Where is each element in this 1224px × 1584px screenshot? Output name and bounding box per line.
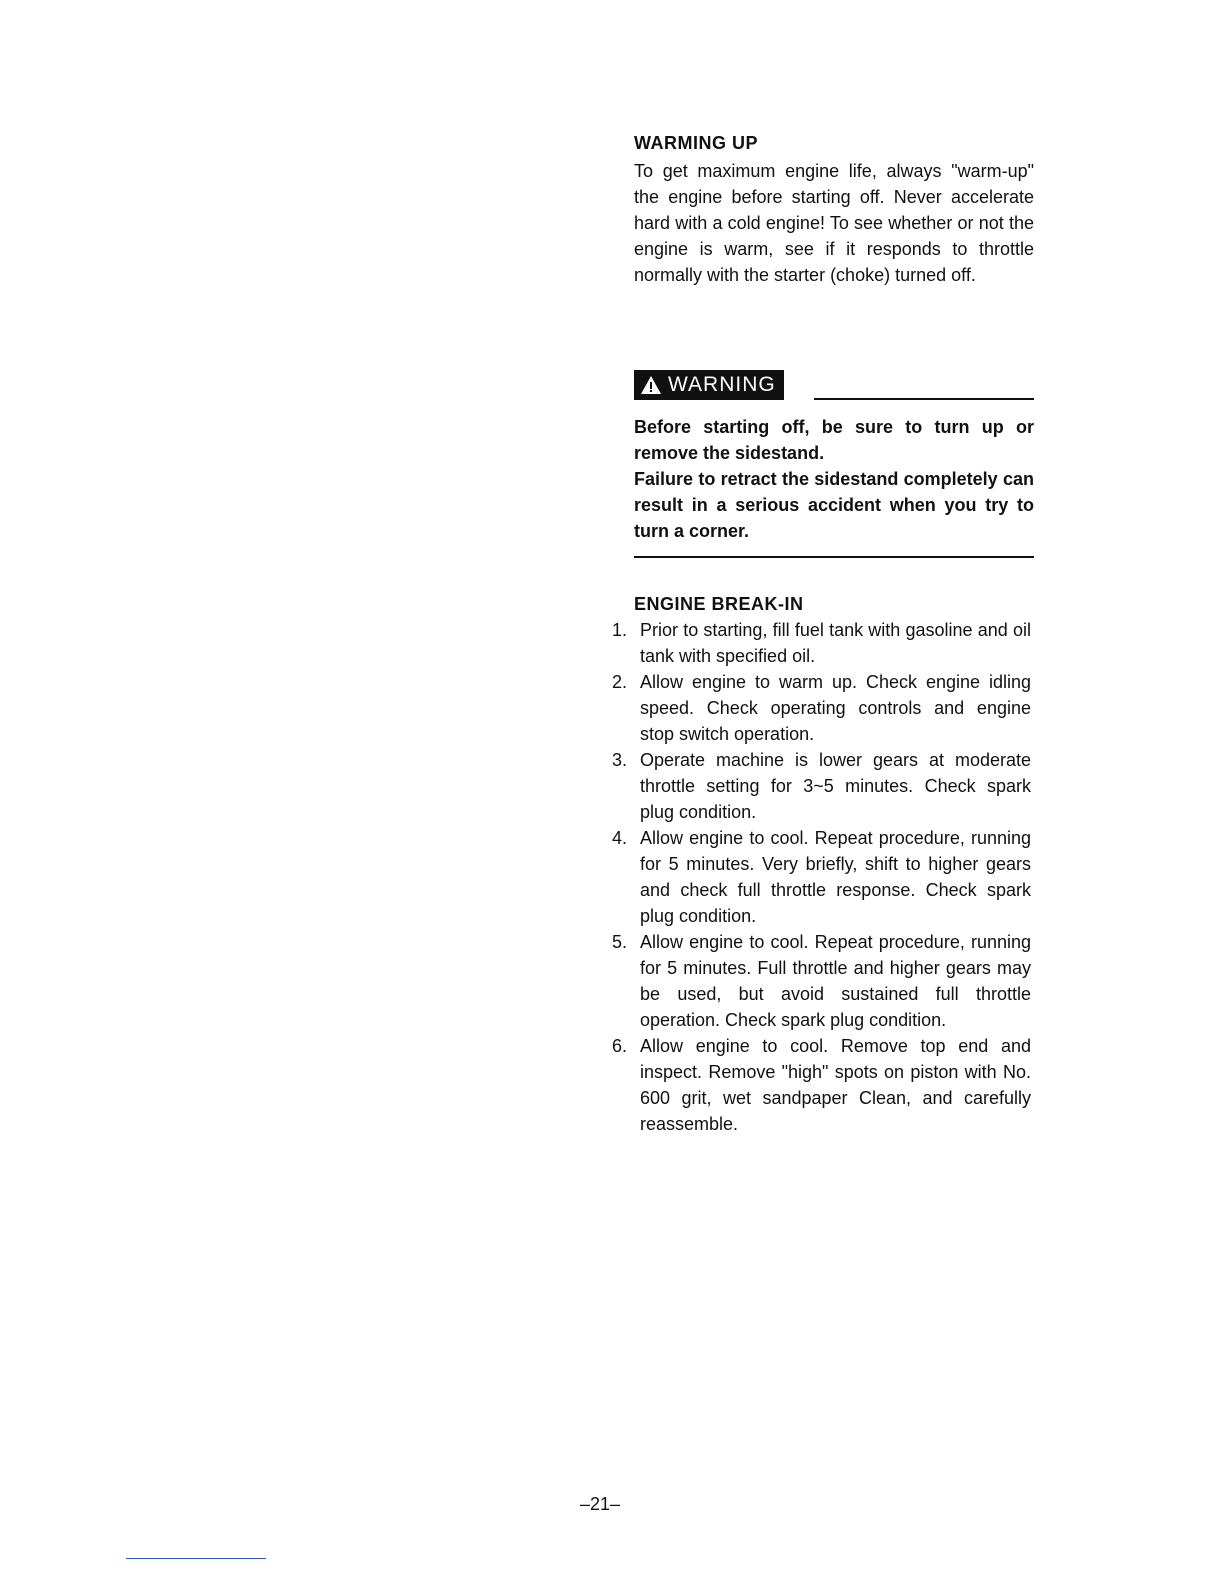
section-title: WARMING UP (634, 133, 758, 153)
step-text: Operate machine is lower gears at moderate throttle setting for 3~5 minutes. Check spark plug condition. (640, 750, 1031, 822)
warming-up-section (634, 158, 1034, 288)
list-item (600, 1033, 1031, 1137)
warning-text-2: Failure to retract the sidestand completely can result in a serious accident when you try to turn a corner. (634, 469, 1034, 541)
engine-break-in-heading (634, 594, 1034, 615)
step-number: 6. (612, 1036, 628, 1056)
list-item (600, 617, 1031, 669)
step-number: 4. (612, 828, 628, 848)
step-number: 3. (612, 750, 628, 770)
step-text: Allow engine to warm up. Check engine idling speed. Check operating controls and engine stop switch operation. (640, 672, 1031, 744)
list-item (600, 825, 1031, 929)
step-number: 5. (612, 932, 628, 952)
list-item (600, 747, 1031, 825)
step-text: Allow engine to cool. Repeat procedure, running for 5 minutes. Full throttle and higher gears may be used, but avoid sustained full throttle operation. Check spark plug condition. (640, 932, 1031, 1030)
warning-top-rule (814, 398, 1034, 400)
page-number: –21– (579, 1494, 621, 1514)
warning-bottom-rule (634, 556, 1034, 558)
step-text: Allow engine to cool. Repeat procedure, running for 5 minutes. Very briefly, shift to higher gears and check full throttle response. Check spark plug condition. (640, 828, 1031, 926)
list-item (600, 929, 1031, 1033)
step-number: 2. (612, 672, 628, 692)
warning-label-text: WARNING (668, 373, 776, 396)
warning-triangle-icon (640, 375, 662, 395)
break-in-steps (600, 617, 1031, 1137)
warming-up-body: To get maximum engine life, always "warm-up" the engine before starting off. Never accelerate hard with a cold engine! To see whether or not the engine is warm, see if it responds to throttle normally with the starter (choke) turned off. (634, 161, 1034, 285)
step-text: Allow engine to cool. Remove top end and inspect. Remove "high" spots on piston with No. 600 grit, wet sandpaper Clean, and carefully reassemble. (640, 1036, 1031, 1134)
warning-box (634, 370, 1034, 558)
step-number: 1. (612, 620, 628, 640)
warming-up-heading (634, 133, 1034, 154)
step-text: Prior to starting, fill fuel tank with gasoline and oil tank with specified oil. (640, 620, 1031, 666)
warning-text-1: Before starting off, be sure to turn up or remove the sidestand. (634, 417, 1034, 463)
warning-label (634, 370, 784, 400)
section-title: ENGINE BREAK-IN (634, 594, 804, 614)
footer-rule (126, 1558, 266, 1559)
list-item (600, 669, 1031, 747)
